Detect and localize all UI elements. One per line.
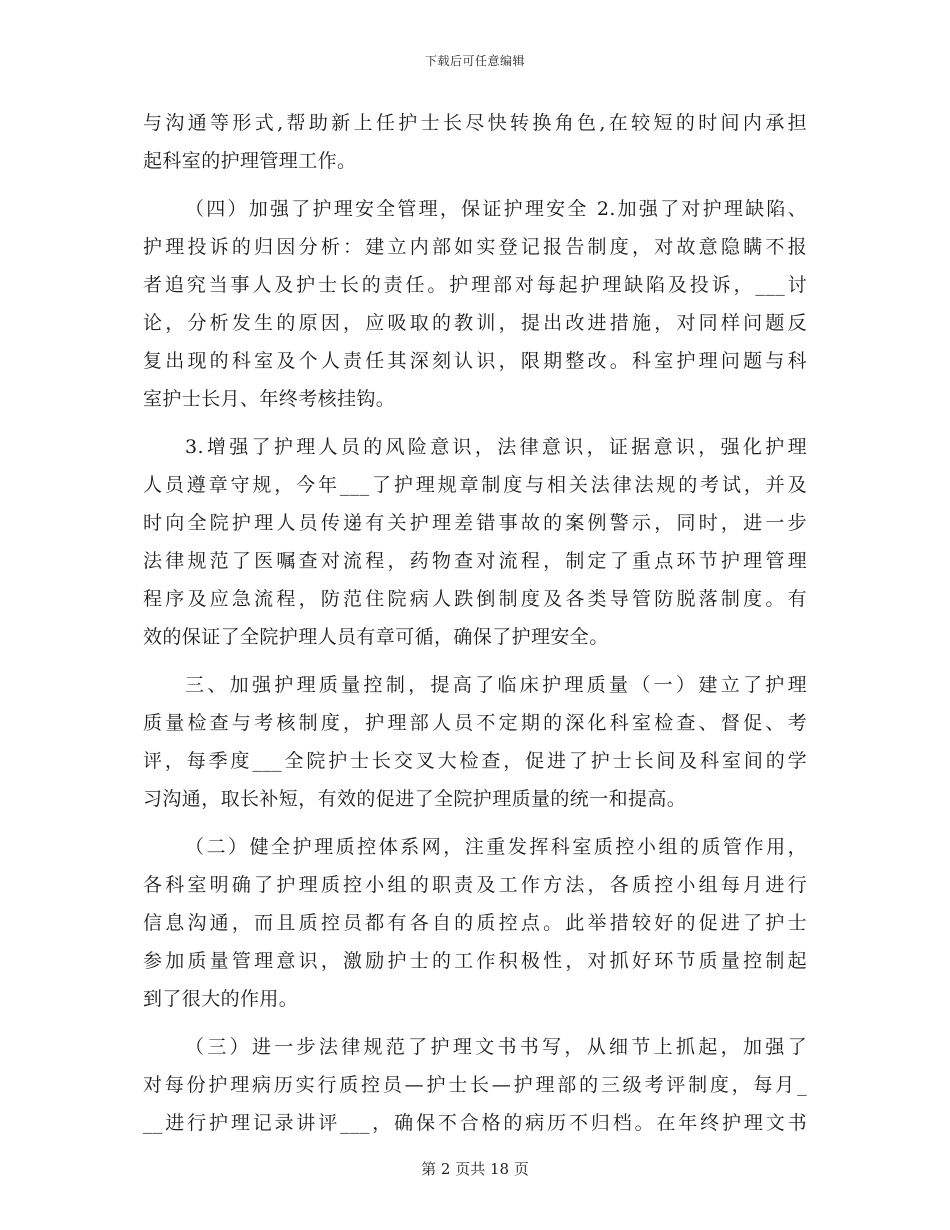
text-line: __进行护理记录讲评___，确保不合格的病历不归档。在年终护理文书 <box>143 1112 807 1134</box>
page-header: 下载后可任意编辑 <box>424 54 525 68</box>
text-line: 复出现的科室及个人责任其深刻认识，限期整改。科室护理问题与科 <box>143 350 807 372</box>
paragraph-gap <box>143 656 807 666</box>
text-line: 者追究当事人及护士长的责任。护理部对每起护理缺陷及投诉，___讨 <box>143 274 807 296</box>
text-line: 3.增强了护理人员的风险意识，法律意识，证据意识，强化护理 <box>185 436 807 458</box>
page-footer: 第 2 页共 18 页 <box>421 1160 529 1178</box>
paragraph-gap <box>143 1018 807 1028</box>
text-line: 与沟通等形式,帮助新上任护士长尽快转换角色,在较短的时间内承担 <box>143 112 807 134</box>
text-line: 起科室的护理管理工作。 <box>143 150 357 172</box>
text-line: 人员遵章守规，今年___了护理规章制度与相关法律法规的考试，并及 <box>143 474 807 496</box>
paragraph-gap <box>143 818 807 828</box>
paragraph <box>143 190 807 418</box>
text-line: 时向全院护理人员传递有关护理差错事故的案例警示，同时，进一步 <box>143 512 807 534</box>
paragraph <box>143 828 807 1018</box>
text-line: 评，每季度___全院护士长交叉大检查，促进了护士长间及科室间的学 <box>143 750 807 772</box>
text-line: 习沟通，取长补短，有效的促进了全院护理质量的统一和提高。 <box>143 788 687 810</box>
text-line: 效的保证了全院护理人员有章可循，确保了护理安全。 <box>143 626 609 648</box>
paragraph <box>143 428 807 656</box>
paragraph-gap <box>143 180 807 190</box>
text-line: （三）进一步法律规范了护理文书书写，从细节上抓起，加强了 <box>185 1036 807 1058</box>
body-text <box>143 104 807 1142</box>
text-line: 护理投诉的归因分析：建立内部如实登记报告制度，对故意隐瞒不报 <box>143 236 807 258</box>
text-line: 程序及应急流程，防范住院病人跌倒制度及各类导管防脱落制度。有 <box>143 588 807 610</box>
text-line: （四）加强了护理安全管理，保证护理安全 2.加强了对护理缺陷、 <box>185 198 807 220</box>
text-line: 质量检查与考核制度，护理部人员不定期的深化科室检查、督促、考 <box>143 712 807 734</box>
text-line: 对每份护理病历实行质控员—护士长—护理部的三级考评制度，每月_ <box>143 1074 807 1096</box>
paragraph <box>143 666 807 818</box>
text-line: 到了很大的作用。 <box>143 988 299 1010</box>
paragraph <box>143 1028 807 1142</box>
paragraph-gap <box>143 418 807 428</box>
text-line: 室护士长月、年终考核挂钩。 <box>143 388 396 410</box>
text-line: 论，分析发生的原因，应吸取的教训，提出改进措施，对同样问题反 <box>143 312 807 334</box>
text-line: 参加质量管理意识，激励护士的工作积极性，对抓好环节质量控制起 <box>143 950 807 972</box>
text-line: 各科室明确了护理质控小组的职责及工作方法，各质控小组每月进行 <box>143 874 807 896</box>
text-line: （二）健全护理质控体系网，注重发挥科室质控小组的质管作用， <box>185 836 807 858</box>
text-line: 法律规范了医嘱查对流程，药物查对流程，制定了重点环节护理管理 <box>143 550 807 572</box>
text-line: 信息沟通，而且质控员都有各自的质控点。此举措较好的促进了护士 <box>143 912 807 934</box>
paragraph <box>143 104 807 180</box>
text-line: 三、加强护理质量控制，提高了临床护理质量（一）建立了护理 <box>185 674 807 696</box>
